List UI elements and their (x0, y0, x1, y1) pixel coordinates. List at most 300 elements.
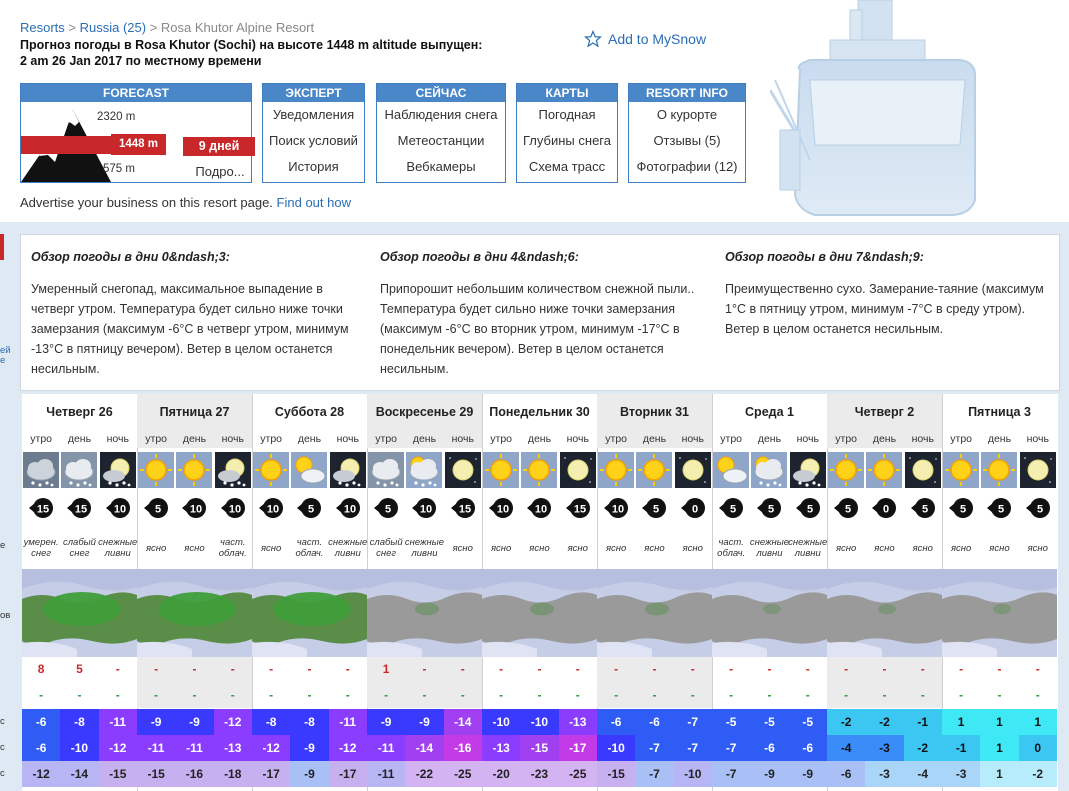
day-header: Четверг 26 (46, 405, 113, 419)
rain-amount: - (175, 682, 213, 708)
temperature-max: -6 (22, 709, 60, 735)
nav-item-about-resort[interactable]: О курорте (656, 107, 718, 122)
elevation-mid[interactable]: 1448 m (111, 134, 166, 155)
add-to-mysnow-button[interactable] (584, 30, 706, 48)
temperature-min: 0 (1019, 735, 1057, 761)
breadcrumb-resorts-link[interactable]: Resorts (20, 20, 65, 35)
temperature-max: -9 (175, 709, 213, 735)
temperature-max: -11 (99, 709, 137, 735)
svg-text:5: 5 (921, 503, 928, 516)
rain-amount: - (115, 688, 120, 702)
weather-sun-icon (253, 452, 289, 488)
temperature-wind-chill: -17 (252, 761, 290, 787)
svg-text:10: 10 (612, 503, 625, 516)
time-of-day-label: ночь (336, 433, 359, 445)
temperature-wind-chill: -3 (942, 761, 980, 787)
weather-description: ясно (682, 542, 703, 554)
weather-night-cloud-snow-icon (215, 452, 251, 488)
weather-description: ясно (1027, 542, 1048, 554)
nav-item-history[interactable]: История (288, 159, 339, 174)
temperature-wind-chill: -15 (137, 761, 175, 787)
time-of-day-label: ночь (106, 433, 129, 445)
temperature-min: -10 (60, 735, 98, 761)
expert-nav-box (262, 83, 365, 183)
temperature-max: 1 (980, 709, 1018, 735)
left-row-label: е (0, 540, 6, 551)
wind-direction-icon (942, 494, 980, 522)
temperature-wind-chill: -6 (827, 761, 865, 787)
weather-description: умерен. снег (23, 537, 59, 559)
weather-description: ясно (950, 542, 972, 554)
temperature-wind-chill: -2 (1019, 761, 1057, 787)
snow-amount: - (499, 662, 504, 676)
temperature-wind-chill: -9 (750, 761, 788, 787)
weather-sun-icon (828, 452, 864, 488)
temperature-wind-chill: -14 (60, 761, 98, 787)
temperature-min: -13 (214, 735, 252, 761)
nav-item-snow-observations[interactable]: Наблюдения снега (384, 107, 498, 122)
snow-amount: 8 (37, 662, 45, 676)
svg-text:10: 10 (497, 503, 510, 516)
snow-amount: - (597, 656, 635, 682)
weather-description: част. облач. (218, 537, 247, 559)
breadcrumb (20, 20, 314, 35)
rain-amount: - (537, 688, 542, 702)
temperature-wind-chill: -23 (520, 761, 558, 787)
time-of-day-label: утро (490, 433, 513, 445)
day-header: Воскресенье 29 (367, 394, 482, 430)
temperature-max: -9 (405, 709, 443, 735)
svg-text:15: 15 (458, 503, 471, 516)
wind-direction-icon (175, 494, 213, 522)
temperature-max: -11 (329, 709, 367, 735)
wind-direction-icon (137, 494, 175, 522)
rain-amount: - (214, 682, 252, 708)
svg-text:10: 10 (420, 503, 433, 516)
weather-map-thumbnail[interactable] (597, 569, 712, 657)
rain-amount: - (367, 682, 405, 708)
temperature-min: -14 (405, 735, 443, 761)
snow-amount: 1 (367, 656, 405, 682)
weather-night-clear-icon (560, 452, 596, 488)
snow-amount: - (269, 662, 274, 676)
svg-text:10: 10 (190, 503, 203, 516)
rain-amount: - (904, 682, 942, 708)
temperature-min: 1 (980, 735, 1018, 761)
temperature-max: -6 (597, 709, 635, 735)
wind-direction-icon (60, 494, 98, 522)
summary-days-7-9 (725, 247, 1045, 339)
svg-text:5: 5 (653, 503, 660, 516)
temperature-max: -6 (635, 709, 673, 735)
day-header: Четверг 2 (827, 394, 942, 430)
svg-text:15: 15 (75, 503, 88, 516)
temperature-wind-chill: -9 (789, 761, 827, 787)
wind-direction-icon (99, 494, 137, 522)
temperature-max: -10 (520, 709, 558, 735)
temperature-wind-chill: -18 (214, 761, 252, 787)
maps-nav-box (516, 83, 618, 183)
weather-description: ясно (260, 542, 282, 554)
weather-map-thumbnail[interactable] (367, 569, 482, 657)
breadcrumb-russia-link[interactable]: Russia (25) (79, 20, 147, 35)
rain-amount: - (729, 688, 734, 702)
weather-light-snow-icon (368, 452, 404, 488)
temperature-max: -13 (559, 709, 597, 735)
snow-amount: - (175, 656, 213, 682)
time-of-day-label: утро (597, 430, 635, 448)
nav-item-weather-map[interactable]: Погодная (538, 107, 596, 122)
svg-text:5: 5 (385, 503, 392, 516)
temperature-wind-chill: 1 (980, 761, 1018, 787)
weather-night-clear-icon (905, 452, 941, 488)
time-of-day-label: день (175, 430, 213, 448)
temperature-wind-chill: -4 (904, 761, 942, 787)
weather-description: снежные ливни (404, 537, 445, 559)
time-of-day-label: утро (720, 433, 743, 445)
temperature-wind-chill: -20 (482, 761, 520, 787)
temperature-min: -12 (99, 735, 137, 761)
now-nav-header: СЕЙЧАС (377, 84, 505, 102)
temperature-min: -16 (444, 735, 482, 761)
temperature-min: -4 (827, 735, 865, 761)
weather-partly-cloudy-icon (291, 452, 327, 488)
left-row-label: с (0, 742, 5, 753)
weather-description: ясно (452, 542, 473, 554)
svg-text:15: 15 (573, 503, 586, 516)
resort-info-nav-box (628, 83, 746, 183)
day-header: Пятница 3 (968, 405, 1031, 419)
day-header: Суббота 28 (274, 405, 345, 419)
weather-cloud-snow-icon (751, 452, 787, 488)
svg-text:5: 5 (845, 503, 852, 516)
time-of-day-label: ночь (444, 430, 482, 448)
find-out-how-link[interactable]: Find out how (276, 195, 351, 210)
summary-text: Припорошит небольшим количеством снежной пыли.. Температура будет сильно ниже точки замерзания (максимум -6°C во вторник утром, минимум -17°C в понедельник вечером). Ветер в целом останется несильным. (380, 282, 695, 376)
temperature-wind-chill: -7 (712, 761, 750, 787)
temperature-min: -12 (329, 735, 367, 761)
rain-amount: - (635, 682, 673, 708)
weather-sun-icon (483, 452, 519, 488)
temperature-min: -6 (789, 735, 827, 761)
weather-map-thumbnail[interactable] (942, 569, 1057, 657)
temperature-min: -17 (559, 735, 597, 761)
svg-text:5: 5 (1036, 503, 1043, 516)
wind-direction-icon (22, 494, 60, 522)
temperature-wind-chill: -12 (22, 761, 60, 787)
svg-text:10: 10 (535, 503, 548, 516)
wind-direction-icon (252, 494, 290, 522)
temperature-max: -5 (789, 709, 827, 735)
temperature-min: -15 (520, 735, 558, 761)
snow-amount: - (115, 662, 120, 676)
weather-map-thumbnail[interactable] (252, 569, 367, 657)
temperature-max: -9 (367, 709, 405, 735)
forecast-issued-heading (20, 37, 540, 69)
issued-line-1: Прогноз погоды в Rosa Khutor (Sochi) на высоте 1448 m altitude выпущен: (20, 38, 483, 52)
temperature-min: -3 (865, 735, 903, 761)
temperature-min: -10 (597, 735, 635, 761)
temperature-wind-chill: -11 (367, 761, 405, 787)
weather-sun-icon (138, 452, 174, 488)
time-of-day-label: день (865, 430, 903, 448)
weather-night-clear-icon (1020, 452, 1056, 488)
rain-amount: - (959, 688, 964, 702)
weather-description: ясно (912, 542, 933, 554)
temperature-max: -2 (865, 709, 903, 735)
day-header: Вторник 31 (597, 394, 712, 430)
time-of-day-label: день (987, 433, 1012, 445)
wind-direction-icon (329, 494, 367, 522)
advertise-notice (20, 195, 351, 210)
snow-amount: 5 (76, 662, 83, 676)
time-of-day-label: утро (260, 433, 283, 445)
wind-direction-icon (789, 494, 827, 522)
rain-amount: - (39, 688, 44, 702)
snow-amount: - (959, 662, 964, 676)
nav-item-weather-stations[interactable]: Метеостанции (397, 133, 485, 148)
weather-light-snow-icon (61, 452, 97, 488)
weather-description: ясно (184, 542, 205, 554)
wind-direction-icon (980, 494, 1018, 522)
now-nav-box (376, 83, 506, 183)
weather-sun-icon (636, 452, 672, 488)
weather-map-thumbnail[interactable] (482, 569, 597, 657)
snow-amount: - (635, 656, 673, 682)
nav-item-webcams[interactable]: Вебкамеры (406, 159, 476, 174)
weather-map-thumbnail[interactable] (137, 569, 252, 657)
weather-sun-icon (176, 452, 212, 488)
left-row-label: ей (0, 345, 11, 356)
svg-text:10: 10 (343, 503, 356, 516)
nav-item-condition-search[interactable]: Поиск условий (269, 133, 358, 148)
weather-map-thumbnail[interactable] (712, 569, 827, 657)
temperature-max: -8 (60, 709, 98, 735)
snow-amount: - (865, 656, 903, 682)
weather-description: ясно (605, 542, 627, 554)
wind-direction-icon (750, 494, 788, 522)
snow-amount: - (405, 656, 443, 682)
nine-days-button[interactable]: 9 дней (183, 137, 255, 156)
summary-title: Обзор погоды в дни 7&ndash;9: (725, 250, 924, 264)
wind-direction-icon (712, 494, 750, 522)
weather-map-thumbnail[interactable] (827, 569, 942, 657)
rain-amount: - (345, 688, 350, 702)
wind-direction-icon (482, 494, 520, 522)
time-of-day-label: утро (367, 430, 405, 448)
time-of-day-label: день (297, 433, 322, 445)
temperature-wind-chill: -25 (559, 761, 597, 787)
elevation-bottom[interactable]: 575 m (103, 163, 135, 175)
summary-days-0-3 (31, 247, 351, 379)
wind-direction-icon (635, 494, 673, 522)
day-header: Среда 1 (745, 405, 794, 419)
summary-text: Преимущественно сухо. Замерание-таяние (максимум 1°C в пятницу утром, минимум -7°C в среду утром). Ветер в целом останется несильным. (725, 282, 1044, 336)
left-row-label: ов (0, 610, 11, 621)
time-of-day-label: ночь (796, 433, 819, 445)
temperature-min: -2 (904, 735, 942, 761)
time-of-day-label: утро (30, 433, 53, 445)
rain-amount: - (575, 688, 580, 702)
rain-amount: - (269, 688, 274, 702)
temperature-max: -5 (750, 709, 788, 735)
temperature-max: -8 (252, 709, 290, 735)
time-of-day-label: день (635, 430, 673, 448)
weather-night-clear-icon (675, 452, 711, 488)
forecast-nav-header: FORECAST (21, 84, 251, 102)
weather-night-cloud-snow-icon (330, 452, 366, 488)
weather-sun-icon (981, 452, 1017, 488)
nav-item-reviews[interactable]: Отзывы (5) (653, 133, 721, 148)
temperature-max: -7 (674, 709, 712, 735)
wind-direction-icon (367, 494, 405, 522)
svg-text:5: 5 (155, 503, 162, 516)
temperature-min: -11 (175, 735, 213, 761)
time-of-day-label: день (67, 433, 92, 445)
summary-text: Умеренный снегопад, максимальное выпадение в четверг утром. Температура будет сильно ниже точки замерзания (максимум -6°C в четверг утром, минимум -13°C в пятницу вечером). Ветер в целом останется несильным. (31, 282, 349, 376)
temperature-min: -7 (674, 735, 712, 761)
weather-description: ясно (989, 542, 1010, 554)
time-of-day-label: день (527, 433, 552, 445)
temperature-min: -1 (942, 735, 980, 761)
weather-night-cloud-snow-icon (790, 452, 826, 488)
temperature-max: -2 (827, 709, 865, 735)
temperature-min: -7 (635, 735, 673, 761)
issued-line-2: 2 am 26 Jan 2017 по местному времени (20, 54, 262, 68)
left-red-tab[interactable] (0, 234, 4, 260)
breadcrumb-separator: > (146, 20, 161, 35)
rain-amount: - (674, 682, 712, 708)
weather-description: ясно (835, 542, 857, 554)
rain-amount: - (444, 682, 482, 708)
advertise-text: Advertise your business on this resort page. (20, 195, 273, 210)
wind-direction-icon (520, 494, 558, 522)
snow-amount: - (674, 656, 712, 682)
temperature-max: -1 (904, 709, 942, 735)
weather-heavy-snow-icon (23, 452, 59, 488)
weather-night-clear-icon (445, 452, 481, 488)
temperature-min: -11 (367, 735, 405, 761)
temperature-min: -11 (137, 735, 175, 761)
svg-text:10: 10 (267, 503, 280, 516)
day-header: Пятница 27 (137, 394, 252, 430)
temperature-max: 1 (942, 709, 980, 735)
svg-text:0: 0 (691, 503, 698, 516)
expert-nav-header: ЭКСПЕРТ (263, 84, 364, 102)
summary-days-4-6 (380, 247, 700, 379)
weather-description: ясно (145, 542, 167, 554)
nav-item-alerts[interactable]: Уведомления (272, 107, 355, 122)
weather-description: ясно (644, 542, 665, 554)
details-link[interactable]: Подро... (195, 164, 245, 179)
snow-amount: - (307, 662, 312, 676)
rain-amount: - (827, 682, 865, 708)
time-of-day-label: ночь (674, 430, 712, 448)
nav-item-photos[interactable]: Фотографии (12) (636, 159, 738, 174)
elevation-top[interactable]: 2320 m (97, 111, 136, 123)
rain-amount: - (597, 682, 635, 708)
nav-item-snow-depth[interactable]: Глубины снега (523, 133, 611, 148)
weather-description: ясно (490, 542, 512, 554)
temperature-min: -13 (482, 735, 520, 761)
nav-item-piste-map[interactable]: Схема трасс (528, 159, 606, 174)
temperature-wind-chill: -9 (290, 761, 328, 787)
temperature-max: -14 (444, 709, 482, 735)
wind-direction-icon (444, 494, 482, 522)
temperature-wind-chill: -15 (597, 761, 635, 787)
rain-amount: - (77, 688, 82, 702)
svg-text:10: 10 (228, 503, 241, 516)
weather-description: ясно (529, 542, 550, 554)
forecast-nav-box (20, 83, 252, 183)
wind-direction-icon (405, 494, 443, 522)
left-row-label: е (0, 355, 6, 366)
breadcrumb-separator: > (64, 20, 80, 35)
summary-title: Обзор погоды в дни 0&ndash;3: (31, 250, 230, 264)
rain-amount: - (499, 688, 504, 702)
weather-description: снежные ливни (98, 537, 138, 559)
snow-amount: - (575, 662, 580, 676)
snow-amount: - (904, 656, 942, 682)
snow-amount: - (137, 656, 175, 682)
rain-amount: - (767, 688, 772, 702)
weather-description: част. облач. (717, 537, 746, 559)
weather-description: снежные ливни (328, 537, 368, 559)
snow-amount: - (767, 662, 772, 676)
rain-amount: - (137, 682, 175, 708)
temperature-min: -12 (252, 735, 290, 761)
summary-title: Обзор погоды в дни 4&ndash;6: (380, 250, 579, 264)
weather-sun-icon (943, 452, 979, 488)
temperature-wind-chill: -22 (405, 761, 443, 787)
weather-sun-icon (598, 452, 634, 488)
time-of-day-label: утро (137, 430, 175, 448)
resort-info-nav-header: RESORT INFO (629, 84, 745, 102)
temperature-max: -8 (290, 709, 328, 735)
temperature-max: -5 (712, 709, 750, 735)
temperature-min: -6 (22, 735, 60, 761)
temperature-wind-chill: -3 (865, 761, 903, 787)
snow-amount: - (537, 662, 542, 676)
svg-text:15: 15 (37, 503, 50, 516)
svg-text:5: 5 (768, 503, 775, 516)
star-icon (584, 30, 602, 48)
snow-amount: - (827, 656, 865, 682)
time-of-day-label: день (757, 433, 782, 445)
wind-direction-icon (597, 494, 635, 522)
temperature-max: -12 (214, 709, 252, 735)
wind-direction-icon (827, 494, 865, 522)
breadcrumb-current: Rosa Khutor Alpine Resort (160, 20, 315, 35)
svg-text:5: 5 (308, 503, 315, 516)
wind-direction-icon (1019, 494, 1057, 522)
wind-direction-icon (214, 494, 252, 522)
weather-map-thumbnail[interactable] (22, 569, 137, 657)
temperature-wind-chill: -10 (674, 761, 712, 787)
add-to-mysnow-label: Add to MySnow (608, 31, 707, 47)
rain-amount: - (997, 688, 1002, 702)
temperature-wind-chill: -25 (444, 761, 482, 787)
weather-description: снежные ливни (749, 537, 790, 559)
snow-amount: - (729, 662, 734, 676)
snow-amount: - (1035, 662, 1040, 676)
wind-direction-icon (290, 494, 328, 522)
svg-text:5: 5 (730, 503, 737, 516)
maps-nav-header: КАРТЫ (517, 84, 617, 102)
weather-sun-icon (866, 452, 902, 488)
time-of-day-label: день (405, 430, 443, 448)
day-header: Понедельник 30 (489, 405, 590, 419)
